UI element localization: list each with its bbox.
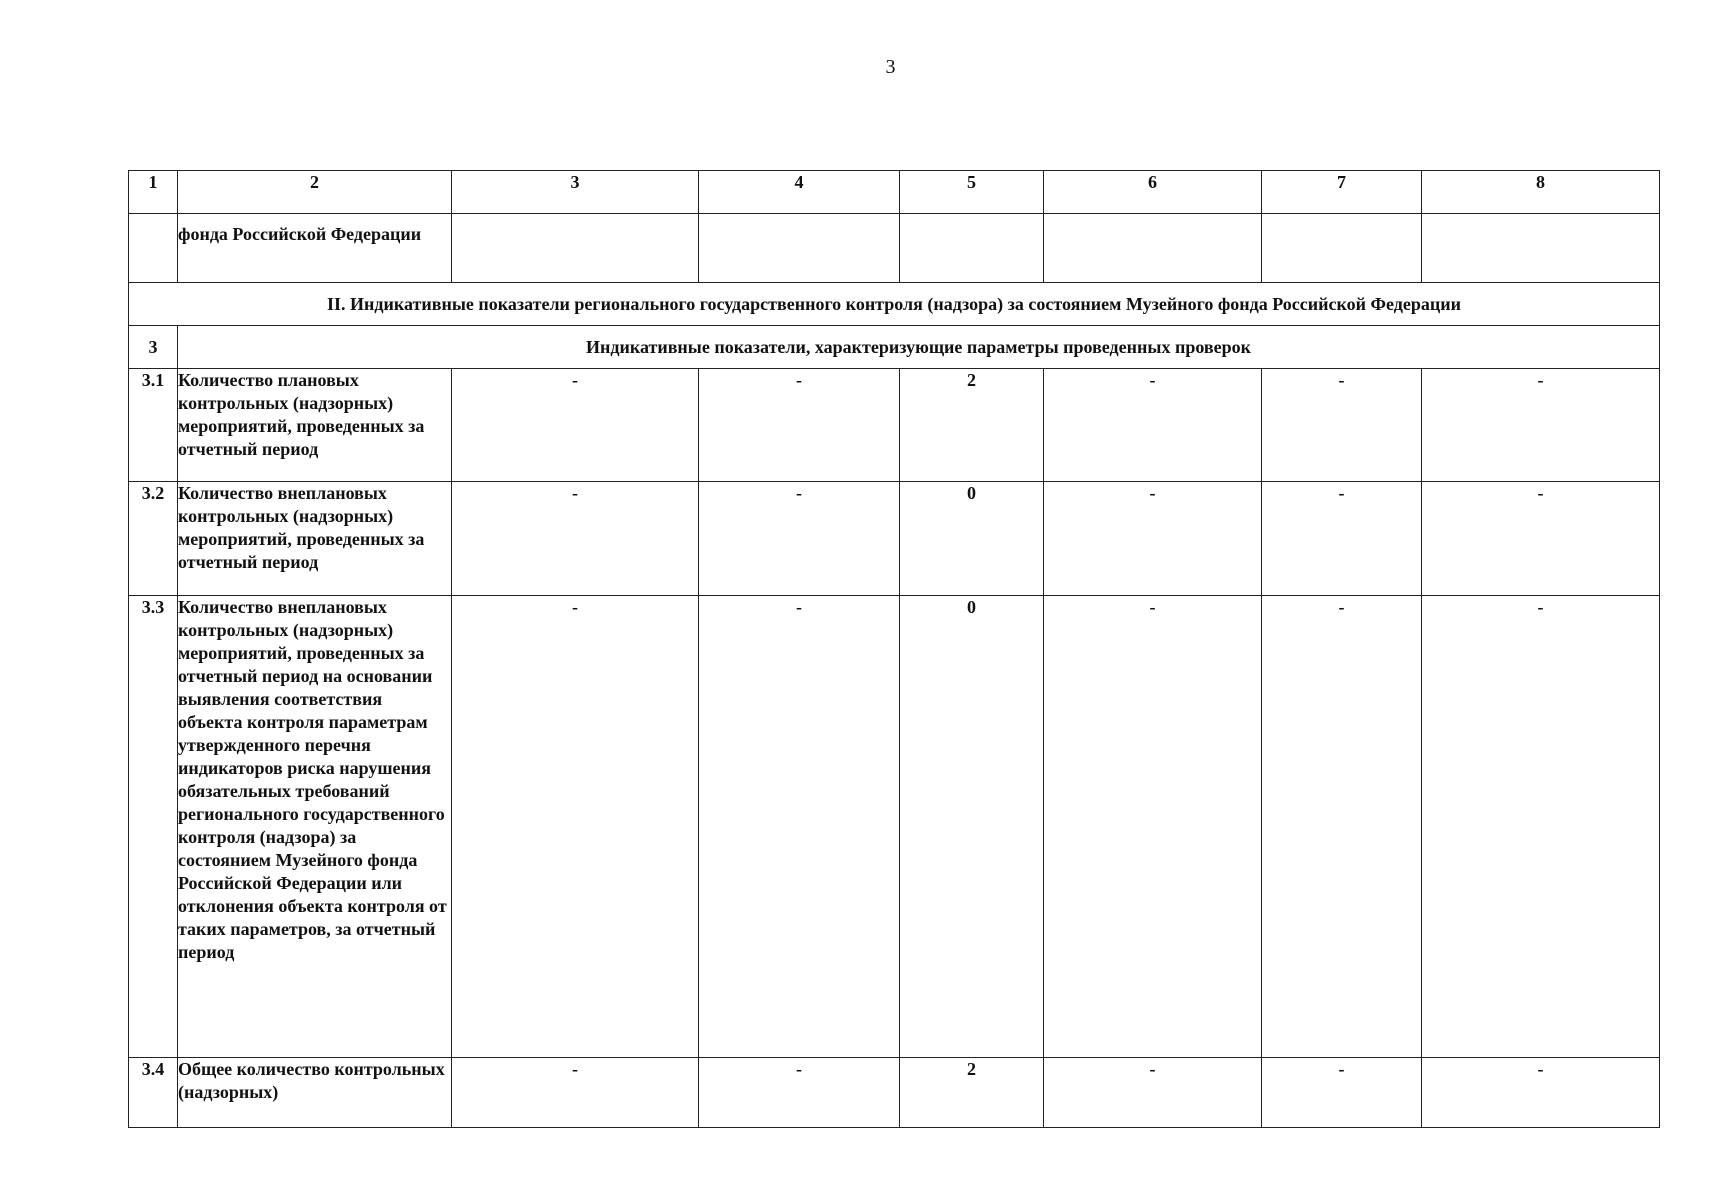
indicator-name: Количество внеплановых контрольных (надзорных) мероприятий, проведенных за отчетный период: [178, 482, 452, 596]
row-number: [129, 214, 178, 283]
value-cell: -: [1422, 369, 1660, 482]
value-cell: -: [1262, 369, 1422, 482]
subsection-title-row: [129, 326, 1660, 369]
value-cell: 0: [900, 596, 1044, 1058]
section-title-row: [129, 283, 1660, 326]
value-cell: -: [699, 596, 900, 1058]
column-number-1: 1: [129, 171, 178, 214]
value-cell: -: [1422, 1058, 1660, 1128]
value-cell: -: [1044, 482, 1262, 596]
indicators-table: [128, 170, 1660, 1128]
indicator-name: Количество внеплановых контрольных (надзорных) мероприятий, проведенных за отчетный период на основании выявления соответствия объекта контроля параметрам утвержденного перечня индикаторов риска нарушения обязательных требований регионального государственного контроля (надзора) за состоянием Музейного фонда Российской Федерации или отклонения объекта контроля от таких параметров, за отчетный период: [178, 596, 452, 1058]
column-number-4: 4: [699, 171, 900, 214]
column-number-8: 8: [1422, 171, 1660, 214]
page-number: 3: [885, 56, 896, 78]
table-row: [129, 1058, 1660, 1128]
table-row: [129, 369, 1660, 482]
indicator-name: Количество плановых контрольных (надзорных) мероприятий, проведенных за отчетный период: [178, 369, 452, 482]
value-cell: -: [699, 1058, 900, 1128]
subsection-number: 3: [129, 326, 178, 369]
value-cell: [900, 214, 1044, 283]
table-row: [129, 596, 1660, 1058]
value-cell: -: [1422, 596, 1660, 1058]
row-number: 3.2: [129, 482, 178, 596]
value-cell: [1044, 214, 1262, 283]
indicator-name: Общее количество контрольных (надзорных): [178, 1058, 452, 1128]
value-cell: [1422, 214, 1660, 283]
column-number-6: 6: [1044, 171, 1262, 214]
value-cell: -: [1262, 1058, 1422, 1128]
column-number-7: 7: [1262, 171, 1422, 214]
value-cell: [452, 214, 699, 283]
row-number: 3.4: [129, 1058, 178, 1128]
value-cell: 2: [900, 369, 1044, 482]
column-number-5: 5: [900, 171, 1044, 214]
value-cell: 0: [900, 482, 1044, 596]
value-cell: [699, 214, 900, 283]
value-cell: -: [1422, 482, 1660, 596]
value-cell: -: [452, 1058, 699, 1128]
value-cell: -: [699, 482, 900, 596]
column-number-header-row: [129, 171, 1660, 214]
column-number-2: 2: [178, 171, 452, 214]
value-cell: -: [699, 369, 900, 482]
value-cell: -: [1262, 596, 1422, 1058]
value-cell: -: [1044, 369, 1262, 482]
value-cell: -: [1044, 596, 1262, 1058]
table-row: [129, 482, 1660, 596]
row-number: 3.3: [129, 596, 178, 1058]
value-cell: 2: [900, 1058, 1044, 1128]
column-number-3: 3: [452, 171, 699, 214]
continuation-row: [129, 214, 1660, 283]
value-cell: -: [1262, 482, 1422, 596]
section-title: II. Индикативные показатели регионального государственного контроля (надзора) за состоянием Музейного фонда Российской Федерации: [129, 283, 1660, 326]
value-cell: [1262, 214, 1422, 283]
value-cell: -: [452, 596, 699, 1058]
subsection-title: Индикативные показатели, характеризующие параметры проведенных проверок: [178, 326, 1660, 369]
value-cell: -: [452, 369, 699, 482]
value-cell: -: [452, 482, 699, 596]
row-number: 3.1: [129, 369, 178, 482]
indicator-name: фонда Российской Федерации: [178, 214, 452, 283]
value-cell: -: [1044, 1058, 1262, 1128]
